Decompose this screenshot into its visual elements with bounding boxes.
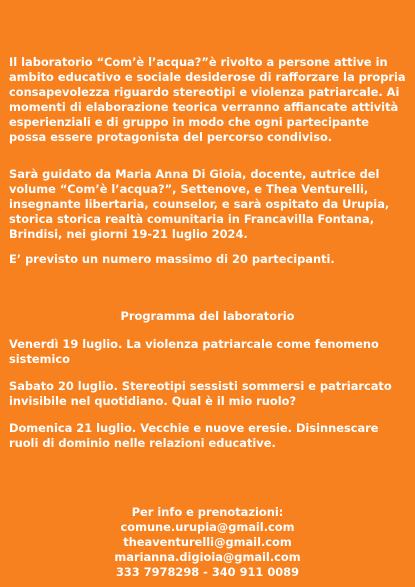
email-urupia[interactable]: comune.urupia@gmail.com — [120, 520, 295, 534]
program-day-friday: Venerdì 19 luglio. La violenza patriarcale come fenomeno sistemico — [9, 337, 379, 366]
program-title: Programma del laboratorio — [120, 309, 295, 323]
participants-limit: E’ previsto un numero massimo di 20 partecipanti. — [9, 252, 335, 266]
program-day-sunday: Domenica 21 luglio. Vecchie e nuove eresie. Disinnescare ruoli di dominio nelle relazioni educative. — [9, 421, 379, 450]
email-marianna[interactable]: marianna.digioia@gmail.com — [114, 550, 301, 564]
program-day-saturday: Sabato 20 luglio. Stereotipi sessisti sommersi e patriarcato invisibile nel quotidiano. Qual è il mio ruolo? — [9, 379, 392, 408]
contacts-block — [0, 505, 415, 580]
email-thea[interactable]: theaventurelli@gmail.com — [123, 535, 292, 549]
guide-paragraph: Sarà guidato da Maria Anna Di Gioia, docente, autrice del volume “Com’è l’acqua?”, Settenove, e Thea Venturelli, insegnante libertaria, counselor, e sarà ospitato da Urupia, storica storica realtà comunitaria in Francavilla Fontana, Brindisi, nei giorni 19-21 luglio 2024. — [9, 167, 390, 241]
intro-paragraph: Il laboratorio “Com’è l’acqua?”è rivolto a persone attive in ambito educativo e sociale desiderose di rafforzare la propria consapevolezza riguardo stereotipi e violenza patriarcale. Ai momenti di elaborazione teorica verranno affiancate attività esperienziali e di gruppo in modo che ogni partecipante possa essere protagonista del percorso condiviso. — [9, 55, 406, 144]
contacts-heading: Per info e prenotazioni: — [131, 505, 284, 519]
phone-numbers[interactable]: 333 7978298 - 340 911 0089 — [115, 565, 300, 579]
